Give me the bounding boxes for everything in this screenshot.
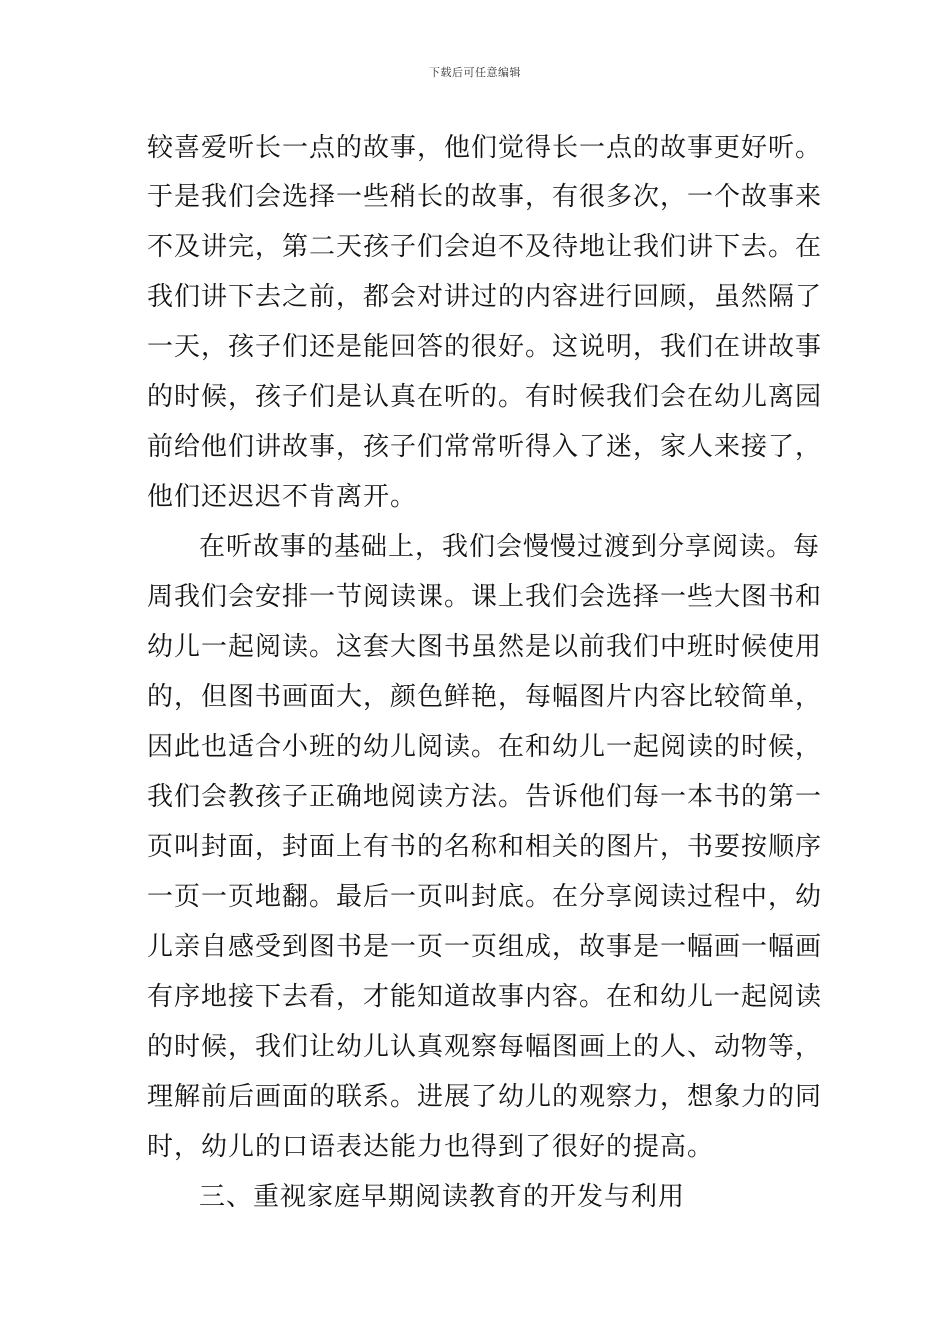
body-line-10: 周我们会安排一节阅读课。课上我们会选择一些大图书和	[147, 582, 823, 612]
body-line-18: 有序地接下去看，才能知道故事内容。在和幼儿一起阅读	[147, 982, 823, 1012]
body-line-17: 儿亲自感受到图书是一页一页组成，故事是一幅画一幅画	[147, 932, 823, 962]
body-line-12: 的，但图书画面大，颜色鲜艳，每幅图片内容比较简单，	[147, 682, 823, 712]
body-line-20: 理解前后画面的联系。进展了幼儿的观察力，想象力的同	[147, 1082, 823, 1112]
body-line-6: 的时候，孩子们是认真在听的。有时候我们会在幼儿离园	[147, 382, 823, 412]
body-line-15: 页叫封面，封面上有书的名称和相关的图片，书要按顺序	[147, 832, 823, 862]
body-line-14: 我们会教孩子正确地阅读方法。告诉他们每一本书的第一	[147, 782, 823, 812]
body-line-8: 他们还迟迟不肯离开。	[147, 482, 418, 512]
body-line-2: 于是我们会选择一些稍长的故事，有很多次，一个故事来	[147, 182, 823, 212]
body-line-19: 的时候，我们让幼儿认真观察每幅图画上的人、动物等，	[147, 1032, 823, 1062]
body-line-21: 时，幼儿的口语表达能力也得到了很好的提高。	[147, 1132, 715, 1162]
body-line-1: 较喜爱听长一点的故事，他们觉得长一点的故事更好听。	[147, 133, 823, 163]
body-line-3: 不及讲完，第二天孩子们会迫不及待地让我们讲下去。在	[147, 232, 823, 262]
section-heading: 三、重视家庭早期阅读教育的开发与利用	[199, 1182, 686, 1212]
body-line-9-paragraph-start: 在听故事的基础上，我们会慢慢过渡到分享阅读。每	[199, 532, 821, 562]
body-line-5: 一天，孩子们还是能回答的很好。这说明，我们在讲故事	[147, 332, 823, 362]
body-line-11: 幼儿一起阅读。这套大图书虽然是以前我们中班时候使用	[147, 632, 823, 662]
body-line-7: 前给他们讲故事，孩子们常常听得入了迷，家人来接了，	[147, 432, 823, 462]
body-line-16: 一页一页地翻。最后一页叫封底。在分享阅读过程中，幼	[147, 882, 823, 912]
page-header: 下载后可任意编辑	[429, 66, 521, 79]
body-line-13: 因此也适合小班的幼儿阅读。在和幼儿一起阅读的时候，	[147, 732, 823, 762]
body-line-4: 我们讲下去之前，都会对讲过的内容进行回顾，虽然隔了	[147, 282, 823, 312]
